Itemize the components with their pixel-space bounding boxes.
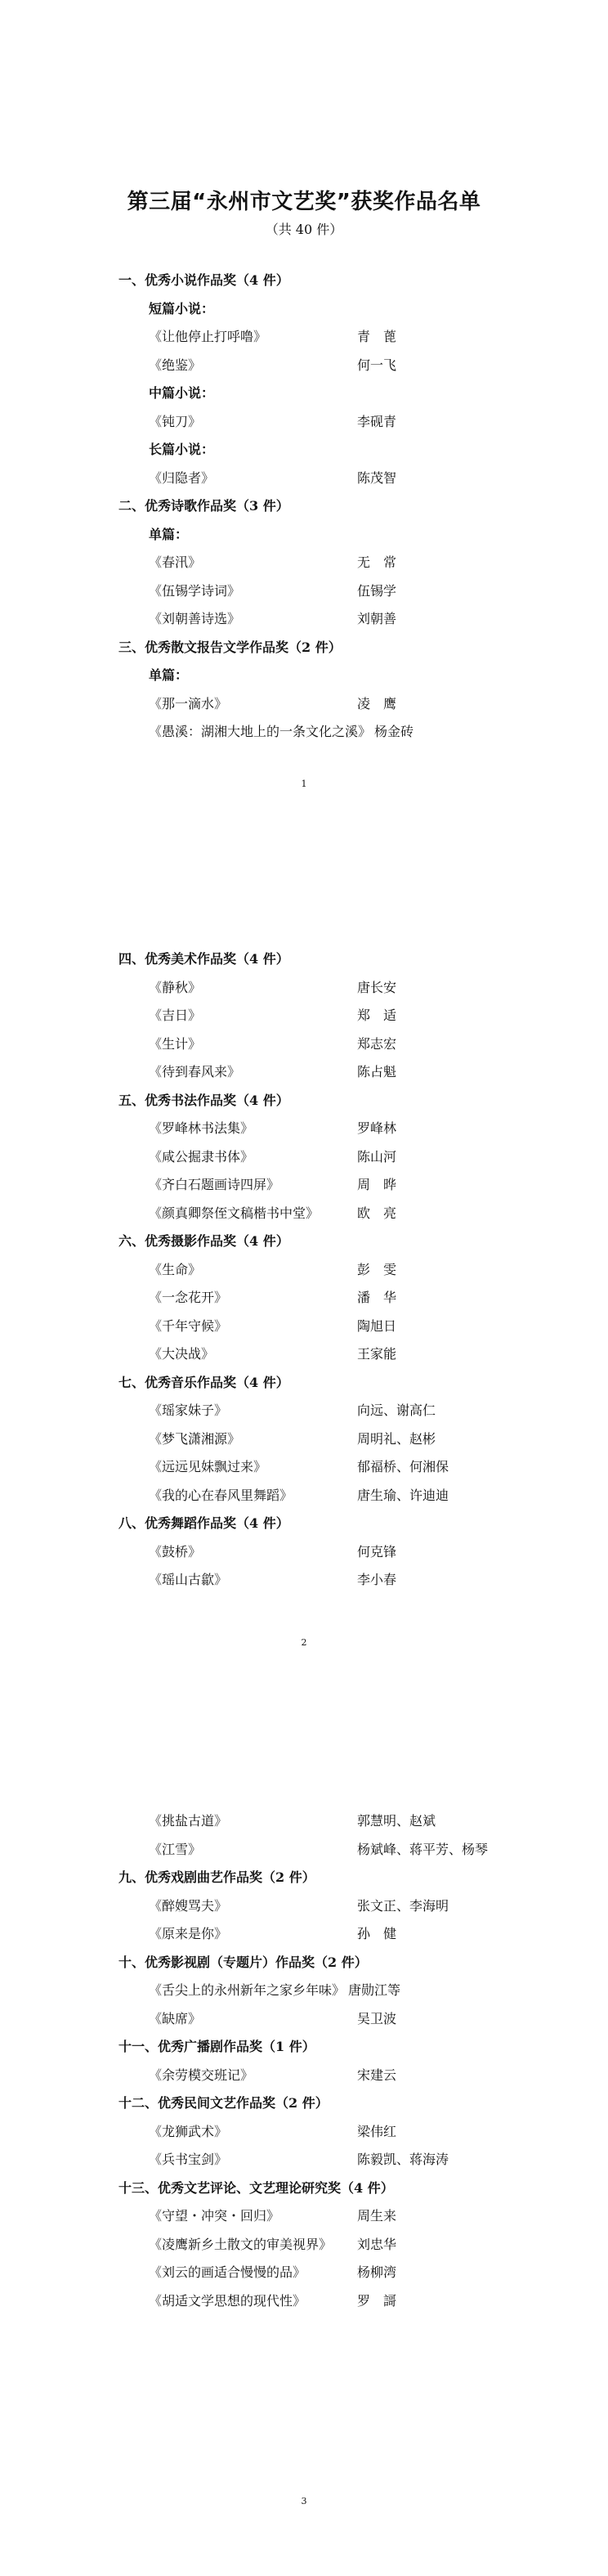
award-entry (118, 577, 527, 606)
work-author: 唐生瑜、许迪迪 (357, 1487, 449, 1503)
work-author: 宋建云 (357, 2067, 397, 2083)
work-author: 郭慧明、赵斌 (357, 1813, 436, 1829)
award-entry (118, 2259, 527, 2287)
work-author: 陈茂智 (357, 469, 397, 486)
work-title: 《凌鹰新乡土散文的审美视界》 (149, 2236, 333, 2252)
work-title: 《舌尖上的永州新年之家乡年味》 (149, 1982, 346, 1998)
work-title: 《生计》 (149, 1035, 202, 1052)
work-title: 《大决战》 (149, 1346, 215, 1362)
award-entry (118, 1030, 527, 1059)
work-title: 《挑盐古道》 (149, 1813, 228, 1829)
award-entry (118, 2287, 527, 2316)
award-entry (118, 1892, 527, 1921)
award-entry (118, 1836, 527, 1865)
work-author: 向远、谢高仁 (357, 1402, 436, 1418)
page-1 (0, 0, 608, 859)
work-author: 罗峰林 (357, 1120, 397, 1136)
subcategory-heading: 单篇： (149, 667, 189, 683)
award-category-heading: 三、优秀散文报告文学作品奖（2 件） (118, 639, 342, 655)
work-title: 《原来是你》 (149, 1926, 228, 1941)
work-title: 《伍锡学诗词》 (149, 582, 241, 599)
work-author: 陈山河 (357, 1148, 397, 1165)
work-title: 《生命》 (149, 1261, 202, 1277)
work-author: 唐勋江等 (348, 1982, 401, 1998)
work-title: 《缺席》 (149, 2010, 202, 2026)
subcategory-heading: 单篇： (149, 526, 189, 542)
award-entry (118, 1058, 527, 1087)
award-entry (118, 1920, 527, 1949)
work-author: 吴卫波 (357, 2010, 397, 2026)
work-title: 《醉嫂骂夫》 (149, 1897, 228, 1914)
subcategory-heading: 中篇小说： (149, 385, 215, 401)
work-title: 《刘朝善诗选》 (149, 611, 241, 626)
award-category-heading: 四、优秀美术作品奖（4 件） (118, 951, 289, 967)
work-title: 《一念花开》 (149, 1290, 228, 1305)
page-number: 2 (301, 1637, 307, 1648)
award-category-heading: 十二、优秀民间文艺作品奖（2 件） (118, 2095, 329, 2111)
work-author: 周 晔 (357, 1177, 397, 1192)
award-entry (118, 1397, 527, 1425)
work-author: 孙 健 (357, 1926, 397, 1941)
work-title: 《齐白石题画诗四屏》 (149, 1177, 280, 1192)
work-title: 《龙狮武术》 (149, 2123, 228, 2139)
award-entry (118, 1340, 527, 1369)
work-title: 《罗峰林书法集》 (149, 1120, 254, 1136)
award-entry (118, 2005, 527, 2034)
award-entry (118, 1171, 527, 1200)
work-author: 彭 雯 (357, 1261, 397, 1277)
document-title: 第三届“永州市文艺奖”获奖作品名单 (127, 190, 481, 214)
work-author: 何一飞 (357, 357, 397, 373)
award-category-heading: 八、优秀舞蹈作品奖（4 件） (118, 1515, 289, 1531)
work-author: 郁福桥、何湘保 (357, 1459, 449, 1474)
work-author: 唐长安 (357, 979, 397, 995)
award-entry (118, 1313, 527, 1341)
award-entry (118, 2146, 527, 2174)
work-title: 《归隐者》 (149, 469, 215, 486)
subcategory-heading: 长篇小说： (149, 442, 215, 457)
award-entry (118, 1566, 527, 1595)
subcategory-heading: 短篇小说： (149, 300, 215, 316)
work-author: 刘忠华 (357, 2236, 397, 2252)
award-entry (118, 974, 527, 1003)
award-category-heading: 一、优秀小说作品奖（4 件） (118, 272, 289, 288)
award-entry (118, 408, 527, 437)
award-category-heading: 十一、优秀广播剧作品奖（1 件） (118, 2039, 315, 2054)
page-number: 3 (301, 2496, 307, 2506)
work-author: 青 蓖 (357, 329, 397, 344)
work-author: 王家能 (357, 1346, 397, 1362)
work-author: 罗 謌 (357, 2292, 397, 2309)
work-title: 《梦飞潇湘源》 (149, 1430, 241, 1447)
work-title: 《瑶山古歙》 (149, 1572, 228, 1587)
work-title: 《余劳模交班记》 (149, 2067, 254, 2083)
work-author: 陶旭日 (357, 1317, 397, 1334)
award-list-page-2 (118, 945, 527, 1595)
work-author: 伍锡学 (357, 582, 397, 599)
work-title: 《春汛》 (149, 554, 202, 570)
work-title: 《那一滴水》 (149, 695, 228, 711)
work-author: 李小春 (357, 1572, 397, 1587)
award-entry (118, 1256, 527, 1285)
work-author: 梁伟红 (357, 2123, 397, 2139)
work-author: 杨金砖 (374, 724, 414, 739)
work-title: 《咸公掘隶书体》 (149, 1148, 254, 1165)
work-title: 《远远见妹飘过来》 (149, 1459, 267, 1474)
award-category-heading: 二、优秀诗歌作品奖（3 件） (118, 498, 289, 514)
award-entry (118, 1453, 527, 1482)
award-entry (118, 2202, 527, 2231)
work-title: 《钝刀》 (149, 413, 202, 429)
work-author: 郑志宏 (357, 1035, 397, 1052)
award-entry (118, 2062, 527, 2090)
award-category-heading: 六、优秀摄影作品奖（4 件） (118, 1233, 289, 1249)
award-entry (118, 1482, 527, 1510)
award-entry (118, 1200, 527, 1228)
work-title: 《兵书宝剑》 (149, 2152, 228, 2167)
work-title: 《愚溪：湖湘大地上的一条文化之溪》 (149, 724, 372, 739)
award-list-page-3 (118, 1807, 527, 2315)
award-entry (118, 1143, 527, 1172)
work-title: 《江雪》 (149, 1841, 202, 1857)
award-entry (118, 2231, 527, 2260)
work-author: 刘朝善 (357, 611, 397, 626)
award-entry (118, 718, 527, 747)
award-category-heading: 五、优秀书法作品奖（4 件） (118, 1092, 289, 1108)
work-title: 《吉日》 (149, 1008, 202, 1023)
award-entry (118, 2118, 527, 2147)
work-title: 《刘云的画适合慢慢的品》 (149, 2264, 306, 2280)
award-entry (118, 352, 527, 380)
work-author: 陈毅凯、蒋海涛 (357, 2152, 449, 2167)
work-author: 张文正、李海明 (357, 1897, 449, 1914)
award-entry (118, 1807, 527, 1836)
work-author: 无 常 (357, 554, 397, 570)
work-author: 周明礼、赵彬 (357, 1430, 436, 1447)
award-category-heading: 十三、优秀文艺评论、文艺理论研究奖（4 件） (118, 2179, 394, 2196)
award-entry (118, 690, 527, 719)
work-author: 潘 华 (357, 1290, 397, 1305)
award-entry (118, 1538, 527, 1567)
document-subtitle: （共 40 件） (265, 222, 343, 237)
award-category-heading: 九、优秀戏剧曲艺作品奖（2 件） (118, 1869, 315, 1885)
work-author: 凌 鹰 (357, 695, 397, 711)
work-title: 《静秋》 (149, 979, 202, 995)
award-entry (118, 323, 527, 352)
award-entry (118, 464, 527, 493)
work-author: 周生来 (357, 2208, 397, 2224)
work-title: 《绝鉴》 (149, 357, 202, 373)
work-title: 《颜真卿祭侄文稿楷书中堂》 (149, 1205, 320, 1221)
award-entry (118, 1002, 527, 1030)
page-2 (0, 859, 608, 1717)
award-entry (118, 1425, 527, 1454)
work-author: 杨柳湾 (357, 2264, 397, 2280)
work-title: 《鼓桥》 (149, 1543, 202, 1560)
award-category-heading: 七、优秀音乐作品奖（4 件） (118, 1374, 289, 1390)
work-title: 《让他停止打呼噜》 (149, 329, 267, 344)
work-author: 欧 亮 (357, 1205, 397, 1221)
work-author: 郑 适 (357, 1008, 397, 1023)
award-category-heading: 十、优秀影视剧（专题片）作品奖（2 件） (118, 1954, 368, 1970)
work-title: 《守望・冲突・回归》 (149, 2208, 280, 2224)
work-author: 李砚青 (357, 413, 397, 429)
award-entry (118, 1115, 527, 1143)
work-author: 杨斌峰、蒋平芳、杨琴 (357, 1841, 489, 1857)
work-title: 《我的心在春风里舞蹈》 (149, 1487, 293, 1503)
award-entry (118, 1977, 527, 2005)
page-number: 1 (301, 779, 307, 789)
work-author: 陈占魁 (357, 1064, 397, 1079)
work-title: 《千年守候》 (149, 1317, 228, 1334)
work-title: 《瑶家妹子》 (149, 1402, 228, 1418)
work-title: 《胡适文学思想的现代性》 (149, 2292, 306, 2309)
award-entry (118, 549, 527, 577)
work-author: 何克锋 (357, 1543, 397, 1560)
award-entry (118, 605, 527, 634)
work-title: 《待到春风来》 (149, 1064, 241, 1079)
award-list-page-1 (118, 267, 527, 747)
page-3 (0, 1717, 608, 2576)
award-entry (118, 1284, 527, 1313)
